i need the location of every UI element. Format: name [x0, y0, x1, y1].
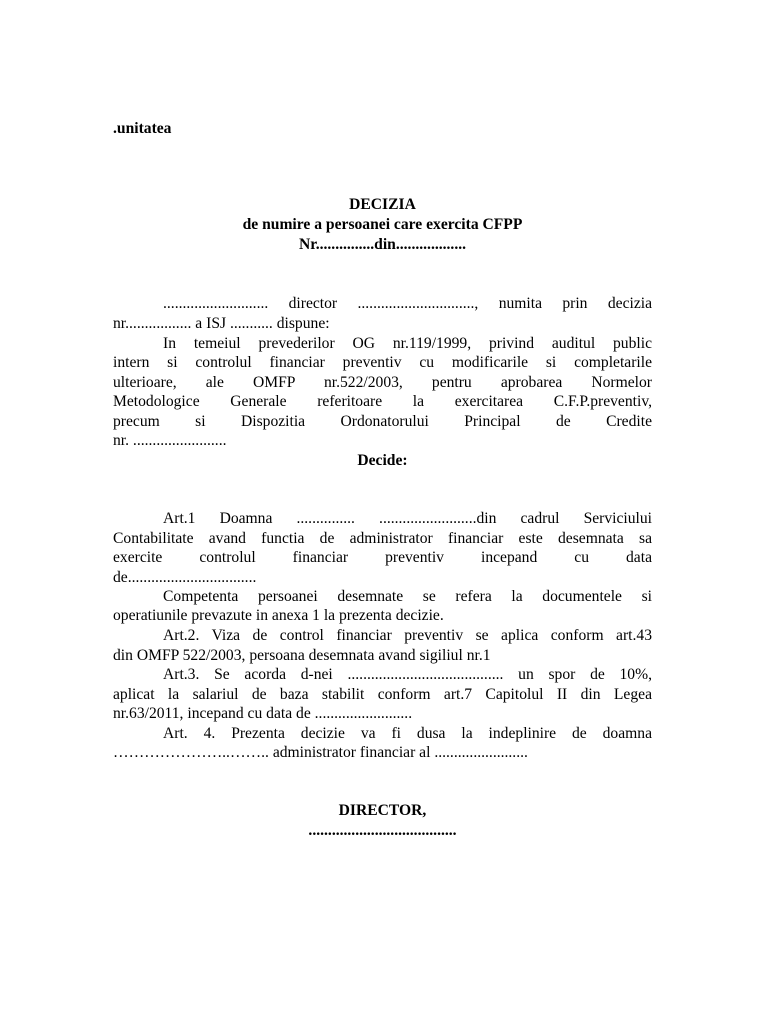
- art1-line: de.................................: [113, 569, 257, 586]
- art2-line: din OMFP 522/2003, persoana desemnata avand sigiliul nr.1: [113, 647, 491, 664]
- intro-line: In temeiul prevederilor OG nr.119/1999, privind auditul public: [163, 335, 652, 352]
- intro-line: nr. ........................: [113, 432, 227, 449]
- intro-line: nr................. a ISJ ........... dispune:: [113, 315, 330, 332]
- competence-line: operatiunile prevazute in anexa 1 la prezenta decizie.: [113, 607, 444, 624]
- intro-line: ........................... director .............................., numita prin decizia: [163, 295, 652, 312]
- art4-line: …………………..…….. administrator financiar al ........................: [113, 744, 528, 761]
- decision-title: DECIZIA: [349, 196, 416, 213]
- intro-line: ulterioare, ale OMFP nr.522/2003, pentru aprobarea Normelor: [113, 374, 652, 391]
- art1-line: Contabilitate avand functia de administrator financiar este desemnata sa: [113, 530, 652, 547]
- signature-role: DIRECTOR,: [338, 802, 427, 819]
- decision-subtitle: de numire a persoanei care exercita CFPP: [242, 216, 523, 233]
- art3-line: nr.63/2011, incepand cu data de .........................: [113, 705, 413, 722]
- intro-line: Metodologice Generale referitoare la exercitarea C.F.P.preventiv,: [113, 393, 652, 410]
- art1-line: Art.1 Doamna ............... .........................din cadrul Serviciului: [163, 510, 652, 527]
- art3-line: aplicat la salariul de baza stabilit conform art.7 Capitolul II din Legea: [113, 686, 652, 703]
- signature-line: ......................................: [308, 822, 457, 839]
- decision-number: Nr...............din..................: [298, 236, 467, 253]
- art4-line: Art. 4. Prezenta decizie va fi dusa la indeplinire de doamna: [163, 725, 652, 742]
- art1-line: exercite controlul financiar preventiv incepand cu data: [113, 549, 652, 566]
- decide-heading: Decide:: [357, 452, 408, 469]
- unit-name: .unitatea: [113, 120, 172, 137]
- art3-line: Art.3. Se acorda d-nei ........................................ un spor de 10%,: [163, 666, 652, 683]
- intro-line: intern si controlul financiar preventiv cu modificarile si completarile: [113, 354, 652, 371]
- intro-line: precum si Dispozitia Ordonatorului Principal de Credite: [113, 413, 652, 430]
- art2-line: Art.2. Viza de control financiar preventiv se aplica conform art.43: [163, 627, 652, 644]
- competence-line: Competenta persoanei desemnate se refera la documentele si: [163, 588, 652, 605]
